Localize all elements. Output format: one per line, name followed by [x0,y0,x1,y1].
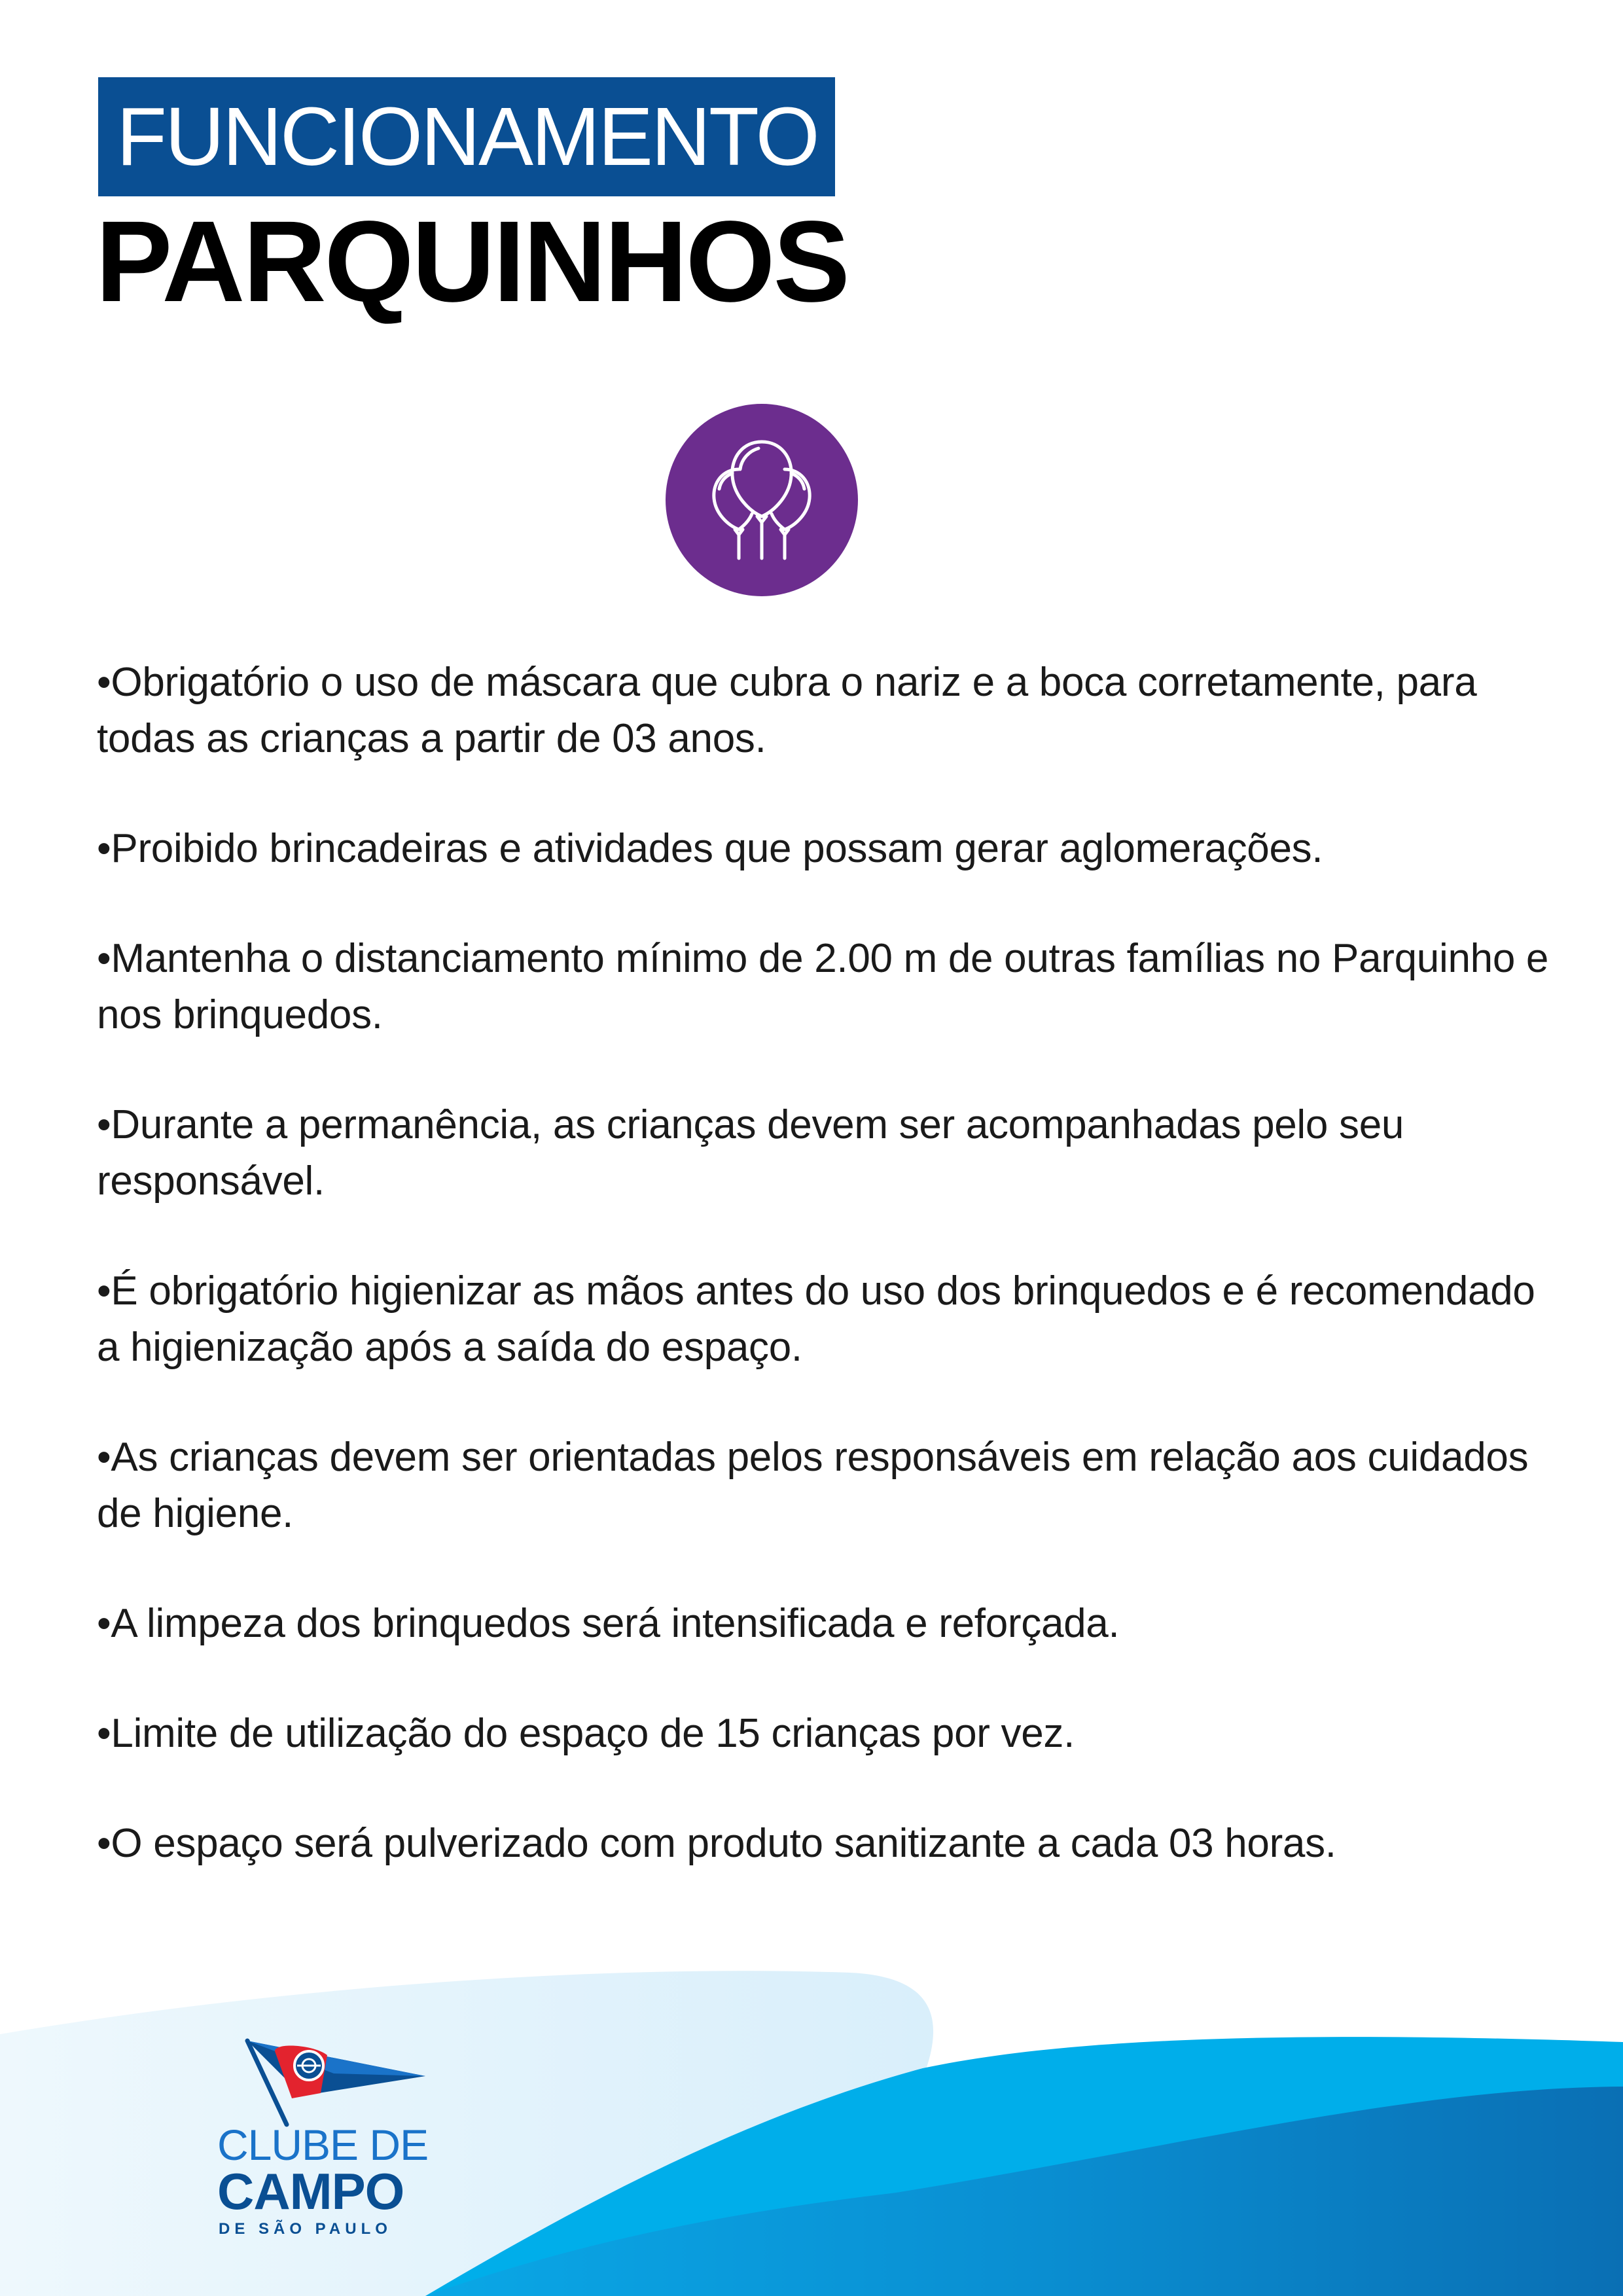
rule-item: •A limpeza dos brinquedos será intensificada e reforçada. [97,1601,1120,1646]
logo-text-line1: CLUBE DE [217,2121,429,2169]
rule-item: •É obrigatório higienizar as mãos antes do uso dos brinquedos e é recomendado a higienização após a saída do espaço. [97,1268,1535,1370]
rule-item: •Proibido brincadeiras e atividades que possam gerar aglomerações. [97,826,1323,871]
balloons-icon-badge [666,404,858,596]
page-title: PARQUINHOS [96,198,848,326]
rule-item: •As crianças devem ser orientadas pelos responsáveis em relação aos cuidados de higiene. [97,1435,1529,1536]
logo-text-line3: DE SÃO PAULO [219,2220,392,2238]
club-logo [209,2036,445,2245]
header-tag: FUNCIONAMENTO [98,77,835,196]
rule-item: •Limite de utilização do espaço de 15 crianças por vez. [97,1711,1075,1756]
pennant-flag-icon [229,2036,445,2134]
rule-item: •Obrigatório o uso de máscara que cubra o nariz e a boca corretamente, para todas as crianças a partir de 03 anos. [97,660,1477,761]
rule-item: •Durante a permanência, as crianças devem ser acompanhadas pelo seu responsável. [97,1102,1404,1204]
rule-item: •Mantenha o distanciamento mínimo de 2.00 m de outras famílias no Parquinho e nos brinquedos. [97,936,1549,1037]
balloons-icon [666,404,858,596]
logo-text-line2: CAMPO [217,2162,404,2220]
rules-list [97,655,1563,1926]
rule-item: •O espaço será pulverizado com produto sanitizante a cada 03 horas. [97,1821,1336,1866]
